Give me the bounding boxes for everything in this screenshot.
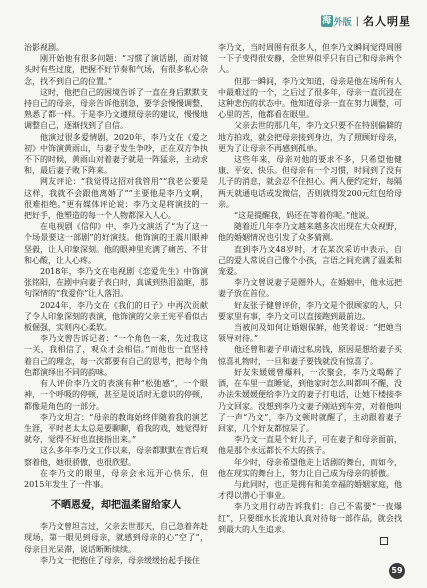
article-paragraph-continuation: 治影视剧。 <box>24 43 64 52</box>
article-paragraph: 年少时，母亲希望他走上话剧的舞台，而如今，他在现实的舞台上，努力让自己成为母亲的骄傲。 <box>218 457 402 478</box>
article-paragraph: 与此同时，也正是拥有和美幸福的婚姻家庭，他才得以潜心于事业。 <box>218 479 402 501</box>
section-label: 名人明星 <box>363 15 411 28</box>
section-subheading: 不晒恩爱，却把温柔留给家人 <box>51 500 181 512</box>
article-paragraph: “这是提醒我，妈还在等着你呢。”他说。 <box>234 211 375 221</box>
article-paragraph: 好友张子健曾评价，李乃文是个很顾家的人，只要家里有事，李乃文可以直接跑到最前边。 <box>218 300 402 321</box>
article-paragraph: 父亲去世的那几年，李乃文只要不在特别偏僻的地方拍戏，就会把母亲接到身边，为了照顾好母亲，更为了让母亲不再感到孤单。 <box>218 121 402 153</box>
article-paragraph: 李乃文一直是个好儿子，可在妻子和母亲面前，他是那个永远都长不大的孩子。 <box>218 435 402 456</box>
page-header <box>321 13 411 29</box>
edition-label: 外版 <box>333 17 352 28</box>
article-paragraph: 有人评价李乃文的表演有种“松弛感”，一个眼神，一个呼吸的停顿，甚至是说话时无意识的停顿，都像是角色的一部分。 <box>24 379 208 411</box>
article-paragraph: 在李乃文的眼里，母亲会永远开心快乐，但2015年发生了一件事。 <box>24 468 208 489</box>
edition-logo-mark: 海 <box>322 16 332 26</box>
article-paragraph: 在电视剧《信仰》中，李乃文演活了“为了这一个场景要这一部剧”的好演技。他饰演的王震川眼神坚毅，让人印象深刻。他的眼神里充满了痛苦、不甘和心酸，让人心疼。 <box>24 222 208 265</box>
article-paragraph: 李乃文曾坦言过，父亲去世那天，自己急着奔赴现场，第一眼见到母亲，就感到母亲的心“空了”，母亲目光呆滞，说话断断续续。 <box>24 522 208 554</box>
article-paragraph: 2018年，李乃文在电视剧《恋爱先生》中饰演张铭阳，在剧中向妻子表白时，真诚到热泪盈眶，那句深情的“我爱你”让人落泪。 <box>24 267 208 299</box>
article-paragraph: 这么多年李乃文工作以来，母亲都默默在背后观察着他，她很骄傲，也很欣慰。 <box>24 446 208 467</box>
header-divider: | <box>355 15 359 27</box>
article-paragraph: 刚开始他有很多问题：“习惯了演话剧，面对镜头时有些过度，把握不好节奏和气场，有很多私心杂念，找不到自己的位置。” <box>24 54 208 86</box>
article-right-column <box>218 42 402 548</box>
article-paragraph: 李乃文坦言：“母亲的教诲始终伴随着我的演艺生涯，平时老太太总是要聊聊，看我的戏，她觉得好就夸，觉得不好也直接指出来。” <box>24 412 208 445</box>
article-paragraph-continuation: 李乃文，当时周围有很多人，但李乃文瞬间觉得周围一下子变得很安静，全世界似乎只有自己和母亲两个人。 <box>218 43 402 75</box>
article-paragraph: 2024年，李乃文在《我们的日子》中再次贡献了令人印象深刻的表演，他饰演的父亲王宪平看似古板倔强，实则内心柔软。 <box>24 300 208 333</box>
article-left-column <box>24 42 208 566</box>
article-paragraph: 网友评论：“我觉得这招对我管用”“我老公要是这样，我就不会跟他离婚了”“主要他是李乃文啊，很难拒绝。”更有媒体评论说：李乃文是将演技的一把好手，他塑造的每一个人物都深入人心。 <box>24 177 208 221</box>
article-paragraph: 直到李乃文48岁时，才在某次采访中表示，自己的爱人常说自己像个小孩，言语之间充满了温柔和宠爱。 <box>218 244 402 277</box>
article-end-row <box>218 537 402 548</box>
article-paragraph: 李乃文曾告诉记者：“一个角色一来，先过我这一关，我相信了，观众才会相信。”而他也一直坚持着自己的理念，每一次都要有自己的思考，把每个角色都演绎出不同的韵味。 <box>24 334 208 377</box>
article-paragraph: 这些年来，母亲对他的要求不多，只希望他健康、平安、快乐。但母亲有一个习惯，时间到了没有儿子的消息，就会忍不住担心。两人便约定好，每隔两天就通电话或发微信，否则就得发200元红包给母亲。 <box>218 155 402 209</box>
article-paragraph: 他还曾和妻子申请过私房钱，原因是想给妻子买惊喜礼物时，一旦和妻子要钱就没有惊喜了。 <box>218 345 402 366</box>
article-end-square-icon <box>380 537 388 545</box>
article-paragraph: 李乃文曾说妻子是圈外人，在婚姻中，他永远把妻子放在首位。 <box>218 278 402 299</box>
page-number: 59 <box>389 563 405 579</box>
article-paragraph: 但那一瞬间，李乃文知道，母亲是他在场所有人中最难过的一个，之后过了很多年，母亲一直沉浸在这种悲伤的状态中。他知道母亲一直在努力调整，可心里的苦，他都看在眼里。 <box>218 76 402 120</box>
article-paragraph: 李乃文一把抱住了母亲，母亲缓缓抬起手接住 <box>40 555 200 565</box>
article-paragraph: 随着近几年李乃文越来越多次出现在大众视野，他的婚姻情况也引发了众多猜测。 <box>218 222 402 243</box>
article-paragraph: 好友朱媛媛曾爆料，一次聚会，李乃文喝醉了酒，在车里一直睡觉，到他家时怎么叫都叫不醒，没办法朱媛媛便给李乃文的妻子打电话，让她下楼接李乃文回家。没想到李乃文妻子刚站到车旁，对着他叫了一声“乃文”，李乃文顿时就醒了，主动跟着妻子回家，几个好友都惊呆了。 <box>218 367 402 433</box>
article-paragraph: 当被问及如何让婚姻保鲜，他笑着说：“把她当领导对待。” <box>218 323 402 344</box>
article-paragraph: 李乃文用行动告诉我们：自己不需要“一夜爆红”，只要细水长流地认真对待每一部作品，就会找到最大的人生追求。 <box>218 502 402 534</box>
article-paragraph: 他演过很多爱情剧，2020年，李乃文在《爱之初》中饰演黄雨山，与妻子发生争吵，正在双方争执不下的时候，黄雨山对着妻子就是一阵猛亲，主动求和，最后妻子败下阵来。 <box>24 132 208 176</box>
article-paragraph: 这时，他把自己的困境告诉了一直在身后默默支持自己的母亲，母亲告诉他别急，要学会慢慢调整，熟悉了都一样。于是李乃文遵照母亲的建议，慢慢地调整自己，逐渐找到了自信。 <box>24 87 208 131</box>
